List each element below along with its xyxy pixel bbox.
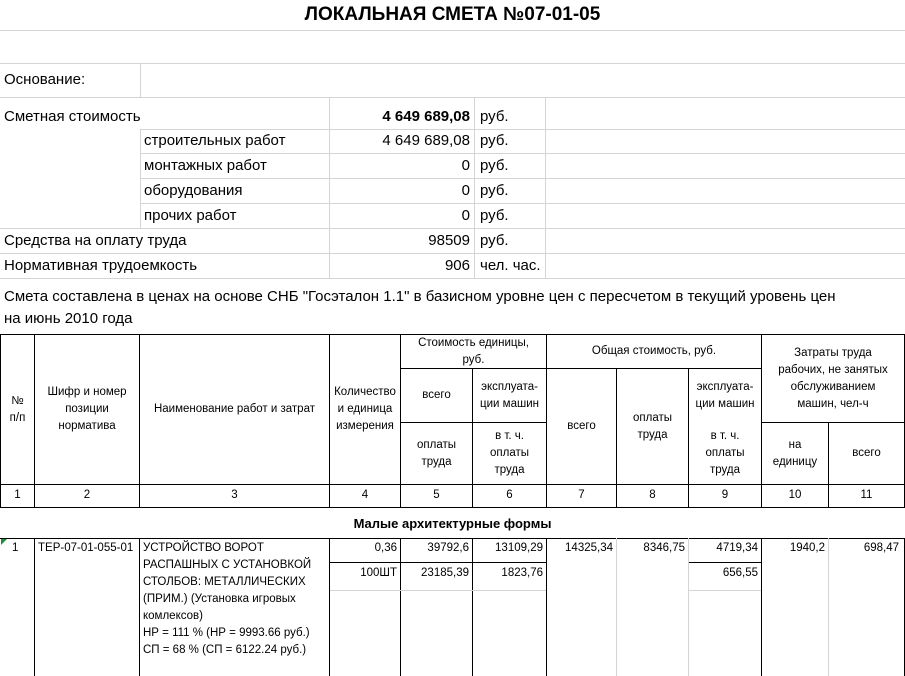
- col-number: 8: [649, 489, 656, 501]
- col-number: 4: [361, 489, 369, 501]
- col-header-labor-all: всего: [852, 447, 881, 459]
- summary-row-value: 4 649 689,08: [382, 132, 470, 149]
- basis-label: Основание:: [4, 71, 86, 88]
- col-header-total-cost: Общая стоимость, руб.: [591, 345, 717, 357]
- summary-row-value: 0: [461, 157, 470, 174]
- labor-unit: чел. час.: [480, 257, 541, 274]
- col-number: 3: [231, 489, 238, 501]
- item-labor-unit: 1940,2: [789, 542, 825, 554]
- cost-currency: руб.: [480, 108, 509, 125]
- col-number: 1: [14, 489, 21, 501]
- wage-label: Средства на оплату труда: [4, 232, 187, 249]
- page-title: ЛОКАЛЬНАЯ СМЕТА №07-01-05: [304, 4, 601, 25]
- col-header-total-wage: оплаты труда: [632, 411, 672, 441]
- col-header-unit-mach: эксплуата-ции машин: [480, 380, 539, 410]
- summary-row-label: прочих работ: [144, 207, 237, 224]
- item-unit-mach: 13109,29: [495, 542, 543, 554]
- col-number: 9: [721, 489, 729, 501]
- col-number: 11: [860, 489, 873, 501]
- summary-row-value: 0: [461, 182, 470, 199]
- wage-value: 98509: [428, 232, 470, 249]
- col-header-unit-cost: Стоимость единицы, руб.: [418, 336, 529, 366]
- cost-label: Сметная стоимость: [4, 108, 141, 125]
- summary-row-unit: руб.: [480, 132, 509, 149]
- col-number: 6: [506, 489, 513, 501]
- col-header-total-mach-wage: в т. ч. оплаты труда: [705, 430, 745, 476]
- item-qty: 0,36: [374, 542, 397, 554]
- cost-value: 4 649 689,08: [382, 108, 470, 125]
- summary-row-value: 0: [461, 207, 470, 224]
- col-header-total-all: всего: [567, 420, 596, 432]
- col-header-labor-unit: на единицу: [772, 438, 818, 468]
- summary-row-label: строительных работ: [144, 132, 286, 149]
- col-header-no: № п/п: [9, 394, 26, 424]
- labor-value: 906: [444, 257, 470, 274]
- section-header: Малые архитектурные формы: [353, 516, 552, 531]
- col-header-unit-mach-wage: в т. ч. оплаты труда: [489, 430, 529, 476]
- summary-row-label: оборудования: [144, 182, 243, 199]
- col-header-name: Наименование работ и затрат: [153, 403, 315, 415]
- item-total-wage: 8346,75: [643, 542, 685, 554]
- item-labor-all: 698,47: [863, 542, 899, 554]
- summary-row-unit: руб.: [480, 182, 509, 199]
- wage-unit: руб.: [480, 232, 509, 249]
- col-header-qty: Количество и единица измерения: [334, 386, 396, 432]
- item-overhead: НР = 111 % (НР = 9993.66 руб.): [143, 627, 310, 639]
- col-number: 2: [83, 489, 91, 501]
- summary-row-unit: руб.: [480, 157, 509, 174]
- col-header-code: Шифр и номер позиции норматива: [47, 386, 127, 432]
- price-basis-note: Смета составлена в ценах на основе СНБ "Госэталон 1.1" в базисном уровне цен с пересчетом в текущий уровень цен: [4, 288, 836, 305]
- item-unit-mach-wage: 1823,76: [501, 567, 543, 579]
- col-header-unit-total: всего: [422, 389, 451, 401]
- col-header-labor: Затраты труда рабочих, не занятых обслуживанием машин, чел-ч: [778, 346, 888, 410]
- item-total-mach: 4719,34: [716, 542, 758, 554]
- item-total-mach-wage: 656,55: [722, 567, 758, 579]
- col-header-unit-wage: оплаты труда: [416, 438, 456, 468]
- item-name: УСТРОЙСТВО ВОРОТ РАСПАШНЫХ С УСТАНОВКОЙ СТОЛБОВ: МЕТАЛЛИЧЕСКИХ (ПРИМ.) (Установка игровых комлексов): [143, 542, 312, 622]
- summary-row-label: монтажных работ: [144, 157, 267, 174]
- item-code: ТЕР-07-01-055-01: [38, 542, 134, 554]
- col-number: 5: [433, 489, 440, 501]
- item-unit: 100ШТ: [360, 567, 397, 579]
- item-total-all: 14325,34: [565, 542, 613, 554]
- col-number: 7: [578, 489, 585, 501]
- summary-row-unit: руб.: [480, 207, 509, 224]
- price-basis-note-date: на июнь 2010 года: [4, 310, 133, 327]
- item-number: 1: [12, 542, 19, 554]
- item-profit: СП = 68 % (СП = 6122.24 руб.): [143, 644, 307, 656]
- col-number: 10: [788, 489, 802, 501]
- item-unit-total: 39792,6: [427, 542, 469, 554]
- col-header-total-mach: эксплуата-ции машин: [695, 380, 755, 410]
- item-unit-wage: 23185,39: [421, 567, 469, 579]
- labor-label: Нормативная трудоемкость: [4, 257, 198, 274]
